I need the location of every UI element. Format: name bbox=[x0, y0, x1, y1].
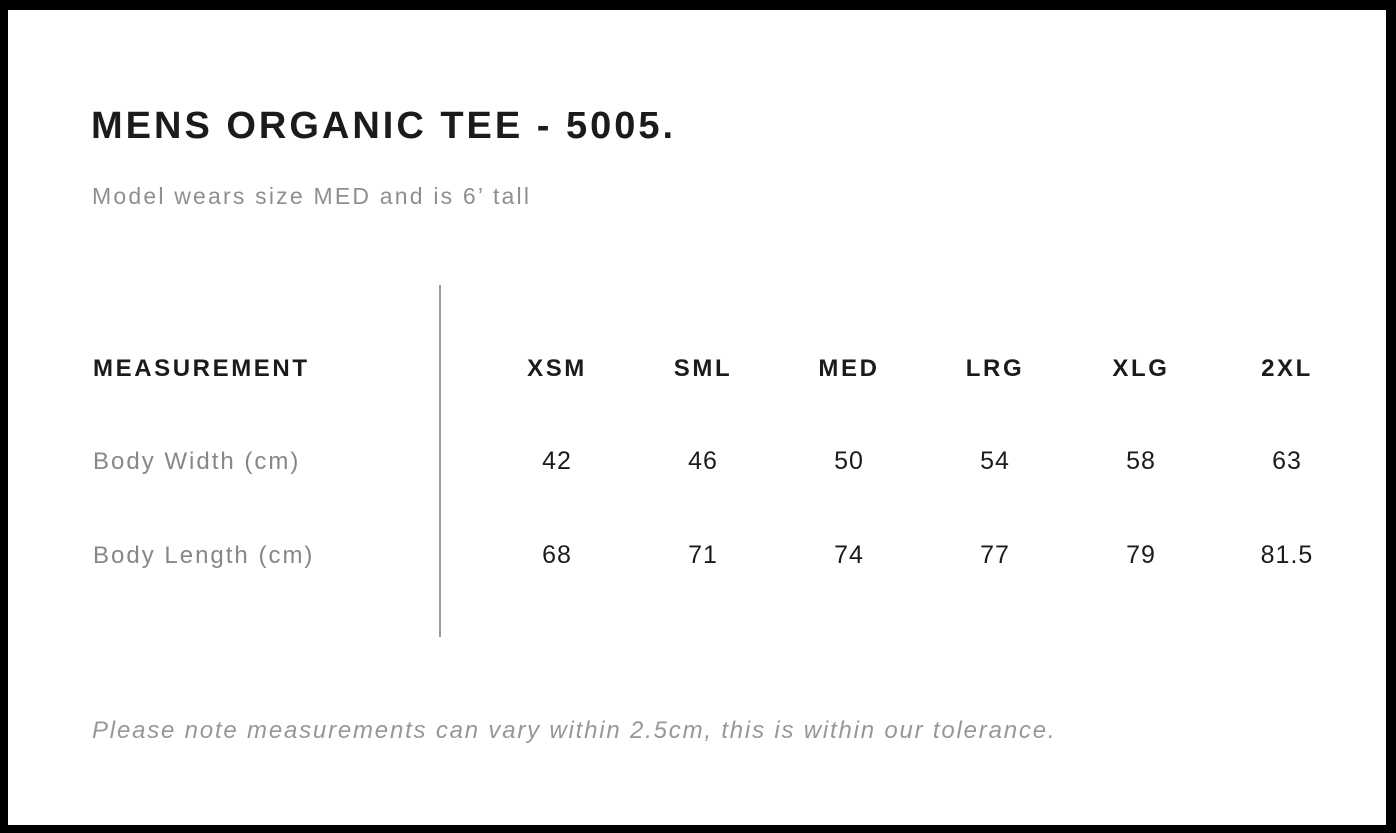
table-header-row bbox=[93, 356, 1360, 382]
body-length-med-value: 74 bbox=[834, 541, 864, 569]
body-length-lrg-value: 77 bbox=[980, 541, 1010, 569]
table-row-body-length bbox=[93, 542, 1360, 570]
body-length-sml-value: 71 bbox=[688, 541, 718, 569]
body-width-med-value: 50 bbox=[834, 447, 864, 475]
body-length-xlg-value: 79 bbox=[1126, 541, 1156, 569]
size-header-lrg: LRG bbox=[965, 355, 1025, 382]
body-length-xsm-value: 68 bbox=[542, 541, 572, 569]
size-header-2xl: 2XL bbox=[1261, 355, 1313, 382]
body-length-2xl-value: 81.5 bbox=[1260, 541, 1314, 569]
page-title: MENS ORGANIC TEE - 5005. bbox=[91, 105, 677, 147]
body-width-sml-value: 46 bbox=[688, 447, 718, 475]
row-label-body-width: Body Width (cm) bbox=[93, 448, 301, 475]
tolerance-note: Please note measurements can vary within 2.5cm, this is within our tolerance. bbox=[92, 717, 1057, 744]
measurement-column-header: MEASUREMENT bbox=[93, 355, 310, 382]
size-header-xsm: XSM bbox=[527, 355, 587, 382]
size-header-xlg: XLG bbox=[1112, 355, 1170, 382]
table-row-body-width bbox=[93, 448, 1360, 476]
model-size-note: Model wears size MED and is 6’ tall bbox=[92, 183, 532, 209]
body-width-xlg-value: 58 bbox=[1126, 447, 1156, 475]
row-label-body-length: Body Length (cm) bbox=[93, 542, 315, 569]
body-width-lrg-value: 54 bbox=[980, 447, 1010, 475]
body-width-xsm-value: 42 bbox=[542, 447, 572, 475]
size-header-med: MED bbox=[818, 355, 880, 382]
body-width-2xl-value: 63 bbox=[1272, 447, 1302, 475]
size-header-sml: SML bbox=[673, 355, 733, 382]
